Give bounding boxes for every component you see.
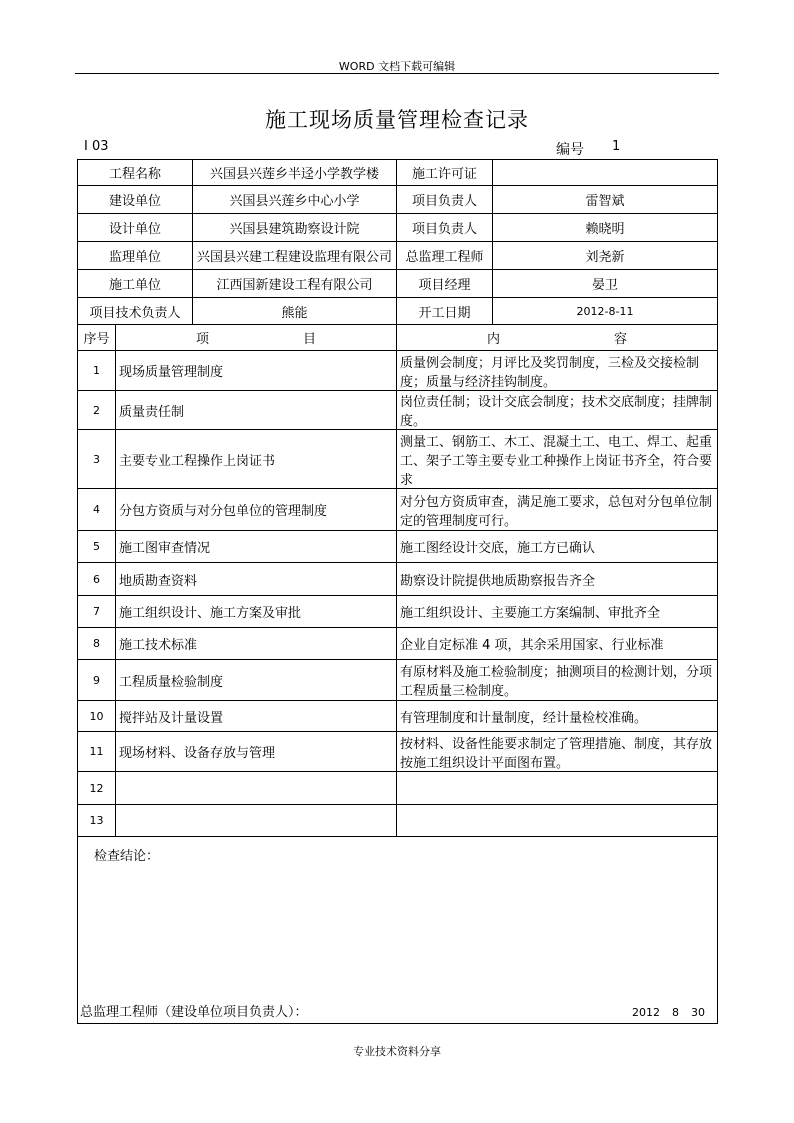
sign-date-day: 30 bbox=[691, 1006, 706, 1019]
column-header-no: 序号 bbox=[78, 325, 116, 351]
design-manager-value: 赖晓明 bbox=[493, 214, 718, 242]
supervise-unit-value: 兴国县兴建工程建设监理有限公司 bbox=[193, 242, 397, 270]
table-row bbox=[78, 531, 718, 563]
row-item bbox=[116, 772, 397, 805]
row-content: 按材料、设备性能要求制定了管理措施、制度，其存放按施工组织设计平面图布置。 bbox=[397, 732, 718, 772]
design-unit-value: 兴国县建筑勘察设计院 bbox=[193, 214, 397, 242]
row-content: 岗位责任制；设计交底会制度；技术交底制度；挂牌制度。 bbox=[397, 391, 718, 430]
row-content: 质量例会制度；月评比及奖罚制度，三检及交接检制度；质量与经济挂钩制度。 bbox=[397, 351, 718, 391]
row-content: 测量工、钢筋工、木工、混凝土工、电工、焊工、起重工、架子工等主要专业工种操作上岗证书齐全，符合要求 bbox=[397, 430, 718, 489]
build-unit-label: 建设单位 bbox=[78, 186, 193, 214]
conclusion-cell bbox=[78, 837, 718, 1024]
table-row bbox=[78, 660, 718, 701]
row-content: 有原材料及施工检验制度；抽测项目的检测计划，分项工程质量三检制度。 bbox=[397, 660, 718, 701]
start-date-label: 开工日期 bbox=[397, 298, 493, 325]
row-content: 施工图经设计交底，施工方已确认 bbox=[397, 531, 718, 563]
permit-value bbox=[493, 160, 718, 186]
row-number: 12 bbox=[78, 772, 116, 805]
row-number: 9 bbox=[78, 660, 116, 701]
row-content: 企业自定标准 4 项，其余采用国家、行业标准 bbox=[397, 628, 718, 660]
construct-unit-value: 江西国新建设工程有限公司 bbox=[193, 270, 397, 298]
table-row bbox=[78, 563, 718, 596]
row-item: 现场质量管理制度 bbox=[116, 351, 397, 391]
column-header-content-a: 内 bbox=[487, 332, 501, 347]
row-number: 2 bbox=[78, 391, 116, 430]
build-unit-value: 兴国县兴莲乡中心小学 bbox=[193, 186, 397, 214]
project-name-label: 工程名称 bbox=[78, 160, 193, 186]
project-manager-value: 晏卫 bbox=[493, 270, 718, 298]
info-row-project bbox=[78, 160, 718, 186]
row-content: 对分包方资质审查，满足施工要求，总包对分包单位制定的管理制度可行。 bbox=[397, 489, 718, 531]
page-header-text: WORD 文档下载可编辑 bbox=[338, 60, 456, 73]
row-item: 工程质量检验制度 bbox=[116, 660, 397, 701]
row-item: 质量责任制 bbox=[116, 391, 397, 430]
design-unit-label: 设计单位 bbox=[78, 214, 193, 242]
tech-lead-label: 项目技术负责人 bbox=[78, 298, 193, 325]
chief-engineer-value: 刘尧新 bbox=[493, 242, 718, 270]
row-item: 分包方资质与对分包单位的管理制度 bbox=[116, 489, 397, 531]
construct-unit-label: 施工单位 bbox=[78, 270, 193, 298]
row-item: 现场材料、设备存放与管理 bbox=[116, 732, 397, 772]
supervise-unit-label: 监理单位 bbox=[78, 242, 193, 270]
sign-date-month: 8 bbox=[672, 1006, 680, 1019]
row-item: 主要专业工程操作上岗证书 bbox=[116, 430, 397, 489]
row-number: 4 bbox=[78, 489, 116, 531]
table-row bbox=[78, 732, 718, 772]
row-number: 3 bbox=[78, 430, 116, 489]
row-number: 8 bbox=[78, 628, 116, 660]
row-number: 1 bbox=[78, 351, 116, 391]
row-content: 有管理制度和计量制度，经计量检校准确。 bbox=[397, 701, 718, 732]
column-header-row bbox=[78, 325, 718, 351]
column-header-content-b: 容 bbox=[614, 332, 628, 347]
tech-lead-value: 熊能 bbox=[193, 298, 397, 325]
sign-date bbox=[620, 1006, 705, 1019]
row-content bbox=[397, 772, 718, 805]
page-footer-text: 专业技术资料分享 bbox=[353, 1045, 441, 1058]
permit-label: 施工许可证 bbox=[397, 160, 493, 186]
number-value: 1 bbox=[612, 139, 621, 154]
build-manager-label: 项目负责人 bbox=[397, 186, 493, 214]
table-row bbox=[78, 772, 718, 805]
table-row bbox=[78, 701, 718, 732]
table-row bbox=[78, 489, 718, 531]
row-item: 地质勘查资料 bbox=[116, 563, 397, 596]
header-divider bbox=[75, 73, 719, 74]
row-content: 勘察设计院提供地质勘察报告齐全 bbox=[397, 563, 718, 596]
sign-date-year: 2012 bbox=[632, 1006, 661, 1019]
conclusion-label: 检查结论： bbox=[94, 849, 160, 864]
column-header-item-a: 项 bbox=[195, 332, 209, 347]
row-number: 10 bbox=[78, 701, 116, 732]
project-manager-label: 项目经理 bbox=[397, 270, 493, 298]
row-item: 施工图审查情况 bbox=[116, 531, 397, 563]
inspection-table bbox=[77, 159, 718, 1024]
design-manager-label: 项目负责人 bbox=[397, 214, 493, 242]
row-item: 施工技术标准 bbox=[116, 628, 397, 660]
row-item: 搅拌站及计量设置 bbox=[116, 701, 397, 732]
info-row-tech-lead bbox=[78, 298, 718, 325]
row-number: 6 bbox=[78, 563, 116, 596]
project-name-value: 兴国县兴莲乡半迳小学教学楼 bbox=[193, 160, 397, 186]
row-number: 11 bbox=[78, 732, 116, 772]
row-content: 施工组织设计、主要施工方案编制、审批齐全 bbox=[397, 596, 718, 628]
table-row bbox=[78, 628, 718, 660]
table-row bbox=[78, 430, 718, 489]
row-item bbox=[116, 805, 397, 837]
number-label: 编号 bbox=[556, 142, 584, 158]
row-item: 施工组织设计、施工方案及审批 bbox=[116, 596, 397, 628]
table-row bbox=[78, 805, 718, 837]
chief-engineer-label: 总监理工程师 bbox=[397, 242, 493, 270]
column-header-item-b: 目 bbox=[302, 332, 316, 347]
info-row-design-unit bbox=[78, 214, 718, 242]
build-manager-value: 雷智斌 bbox=[493, 186, 718, 214]
row-number: 7 bbox=[78, 596, 116, 628]
table-row bbox=[78, 596, 718, 628]
row-content bbox=[397, 805, 718, 837]
form-code: I 03 bbox=[84, 139, 109, 154]
document-title: 施工现场质量管理检查记录 bbox=[265, 108, 529, 132]
table-row bbox=[78, 391, 718, 430]
column-header-item bbox=[116, 325, 397, 351]
column-header-content bbox=[397, 325, 718, 351]
info-row-build-unit bbox=[78, 186, 718, 214]
signer-label: 总监理工程师（建设单位项目负责人）： bbox=[80, 1005, 308, 1020]
conclusion-row bbox=[78, 837, 718, 1024]
info-row-supervise-unit bbox=[78, 242, 718, 270]
row-number: 5 bbox=[78, 531, 116, 563]
table-row bbox=[78, 351, 718, 391]
row-number: 13 bbox=[78, 805, 116, 837]
info-row-construct-unit bbox=[78, 270, 718, 298]
start-date-value: 2012-8-11 bbox=[493, 298, 718, 325]
